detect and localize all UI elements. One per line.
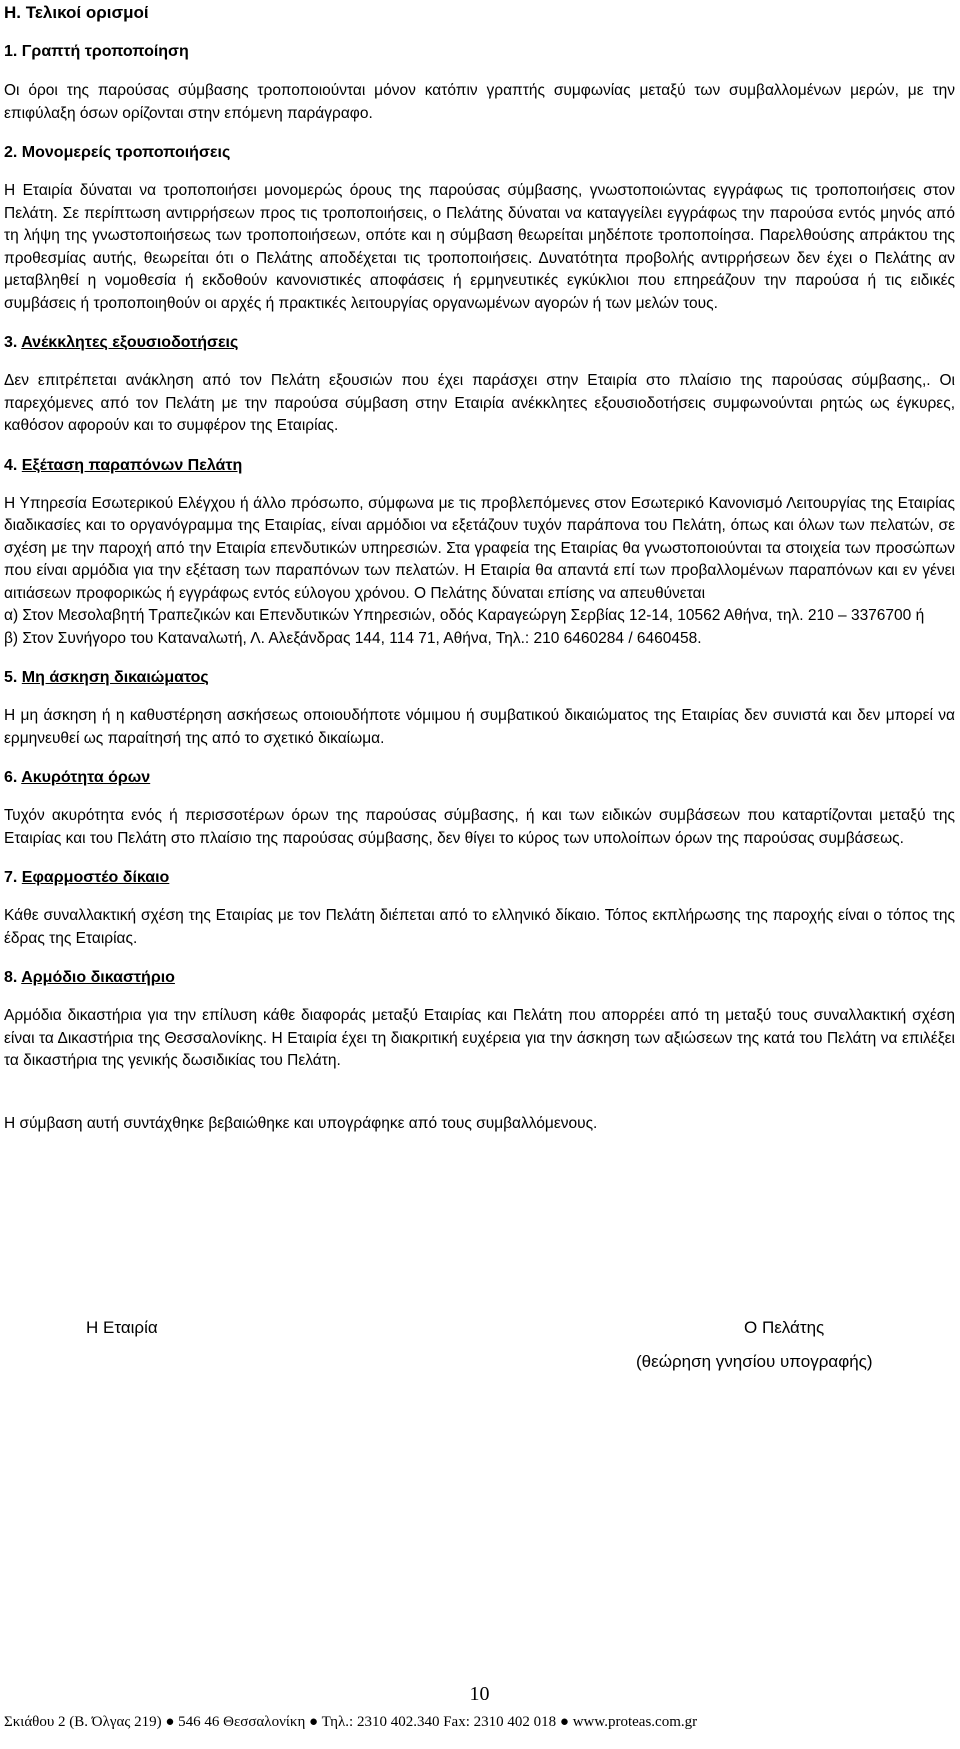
section-heading-4 xyxy=(4,456,955,476)
page-number: 10 xyxy=(469,1683,490,1705)
section-title: Μη άσκηση δικαιώματος xyxy=(21,669,209,686)
section-title: Γραπτή τροποποίηση xyxy=(21,43,189,60)
section-paragraph-8: Αρμόδια δικαστήρια για την επίλυση κάθε διαφοράς μεταξύ Εταιρίας και Πελάτη που απορρέει από τη μεταξύ τους συναλλακτική σχέση είναι τα Δικαστήρια της Θεσσαλονίκης. Η Εταιρία έχει τη διακριτική ευχέρεια για την άσκηση των αξιώσεων της κατά του Πελάτη να επιλέξει τα δικαστήρια της γενικής δωσιδικίας του Πελάτη. xyxy=(4,1007,955,1069)
section-number: 6. xyxy=(4,769,18,786)
section-paragraph-1: Οι όροι της παρούσας σύμβασης τροποποιούνται μόνον κατόπιν γραπτής συμφωνίας μεταξύ των συμβαλλομένων μερών, με την επιφύλαξη όσων ορίζονται στην επόμενη παράγραφο. xyxy=(4,82,955,122)
section-number: 1. xyxy=(4,43,18,60)
main-heading: Η. Τελικοί ορισμοί xyxy=(4,3,149,22)
section-heading-6 xyxy=(4,768,955,788)
client-signature-label: Ο Πελάτης xyxy=(744,1318,825,1337)
section-number: 3. xyxy=(4,334,18,351)
section-number: 4. xyxy=(4,456,18,474)
signature-verification-note: (θεώρηση γνησίου υπογραφής) xyxy=(636,1352,873,1371)
section-heading-8 xyxy=(4,968,955,988)
section-number: 5. xyxy=(4,669,18,686)
section-paragraph-4: Η Υπηρεσία Εσωτερικού Ελέγχου ή άλλο πρόσωπο, σύμφωνα με τις προβλεπόμενες στον Εσωτερικό Κανονισμό Λειτουργίας της Εταιρίας διαδικασίες και το οργανόγραμμα της Εταιρίας, είναι αρμόδιοι να εξετάζουν τυχόν παράπονα του Πελάτη, όπως και όλων των πελατών, σε σχέση με την παροχή από την Εταιρία επενδυτικών υπηρεσιών. Στα γραφεία της Εταιρίας θα γνωστοποιούνται τα στοιχεία των προσώπων που είναι αρμόδια για την εξέταση των παραπόνων των πελατών. Η Εταιρία θα απαντά επί των προβαλλομένων παραπόνων και εν γένει αιτιάσεων προφορικώς ή εγγράφως εντός εύλογου χρόνου. Ο Πελάτης δύναται επίσης να απευθύνεται xyxy=(4,494,955,602)
section-number: 7. xyxy=(4,869,18,886)
section-paragraph-6: Τυχόν ακυρότητα ενός ή περισσοτέρων όρων της παρούσας σύμβασης, ή και των ειδικών συμβάσεων που καταρτίζονται μεταξύ της Εταιρίας και του Πελάτη στο πλαίσιο της παρούσας σύμβασης, δεν θίγει το κύρος των υπολοίπων όρων της παρούσας συμβάσεως. xyxy=(4,807,955,847)
section-heading-2 xyxy=(4,143,955,163)
section-heading-1 xyxy=(4,42,955,62)
section-heading-7 xyxy=(4,868,955,888)
section-title: Ανέκκλητες εξουσιοδοτήσεις xyxy=(21,334,239,351)
signature-block xyxy=(4,1318,955,1398)
section-title: Μονομερείς τροποποιήσεις xyxy=(21,144,231,161)
section-paragraph-2: Η Εταιρία δύναται να τροποποιήσει μονομερώς όρους της παρούσας σύμβασης, γνωστοποιώντας εγγράφως τις τροποποιήσεις στον Πελάτη. Σε περίπτωση αντιρρήσεων προς τις τροποποιήσεις, ο Πελάτης δύναται να καταγγείλει εγγράφως την παρούσα εντός μηνός από τη λήψη της γνωστοποιήσεως των τροποποιήσεων, οπότε και η σύμβαση θεωρείται μηδέποτε τροποποίησα. Παρελθούσης απράκτου της προθεσμίας αυτής, θεωρείται ότι ο Πελάτης αποδέχεται τις τροποποιήσεις. Δυνατότητα προβολής αντιρρήσεων δεν έχει ο Πελάτης αν μεταβληθεί η νομοθεσία ή εκδοθούν κανονιστικές αποφάσεις ή ερμηνευτικές εγκύκλιοι που επηρεάζουν την παρούσα ή τις ειδικές συμβάσεις ή τροποποιηθούν οι αρχές ή πρακτικές λειτουργίας οργανωμένων αγορών ή των μελών τους. xyxy=(4,182,955,312)
closing-statement: Η σύμβαση αυτή συντάχθηκε βεβαιώθηκε και υπογράφηκε από τους συμβαλλόμενους. xyxy=(4,1114,598,1132)
contact-consumer-advocate: β) Στον Συνήγορο του Καταναλωτή, Λ. Αλεξάνδρας 144, 114 71, Αθήνα, Τηλ.: 210 6460284 / 6460458. xyxy=(4,629,702,647)
section-paragraph-7: Κάθε συναλλακτική σχέση της Εταιρίας με τον Πελάτη διέπεται από το ελληνικό δίκαιο. Τόπος εκπλήρωσης της παροχής είναι ο τόπος της έδρας της Εταιρίας. xyxy=(4,907,955,947)
section-title: Αρμόδιο δικαστήριο xyxy=(21,969,175,986)
section-title: Εφαρμοστέο δίκαιο xyxy=(21,869,170,886)
section-title: Εξέταση παραπόνων Πελάτη xyxy=(21,456,243,474)
section-paragraph-5: Η μη άσκηση ή η καθυστέρηση ασκήσεως οποιουδήποτε νόμιμου ή συμβατικού δικαιώματος της Εταιρίας δεν συνιστά και δεν μπορεί να ερμηνευθεί ως παραίτησή της από το σχετικό δικαίωμα. xyxy=(4,707,955,747)
section-paragraph-3: Δεν επιτρέπεται ανάκληση από τον Πελάτη εξουσιών που έχει παράσχει στην Εταιρία στο πλαίσιο της παρούσας σύμβασης,. Οι παρεχόμενες από τον Πελάτη με την παρούσα σύμβαση στην Εταιρία ανέκκλητες εξουσιοδοτήσεις συμφωνούνται ρητώς ως έγκυρες, καθόσον αφορούν και το συμφέρον της Εταιρίας. xyxy=(4,372,955,434)
section-heading-5 xyxy=(4,668,955,688)
company-signature-label: Η Εταιρία xyxy=(86,1318,158,1337)
section-number: 2. xyxy=(4,144,18,161)
page-footer: Σκιάθου 2 (Β. Όλγας 219) ● 546 46 Θεσσαλονίκη ● Τηλ.: 2310 402.340 Fax: 2310 402 018 ● www.proteas.com.gr xyxy=(4,1714,698,1730)
contact-mediator: α) Στον Μεσολαβητή Τραπεζικών και Επενδυτικών Υπηρεσιών, οδός Καραγεώργη Σερβίας 12-14, 10562 Αθήνα, τηλ. 210 – 3376700 ή xyxy=(4,607,925,624)
section-number: 8. xyxy=(4,969,18,986)
document-page xyxy=(4,0,955,1705)
section-title: Ακυρότητα όρων xyxy=(21,769,151,786)
section-heading-3 xyxy=(4,333,955,353)
